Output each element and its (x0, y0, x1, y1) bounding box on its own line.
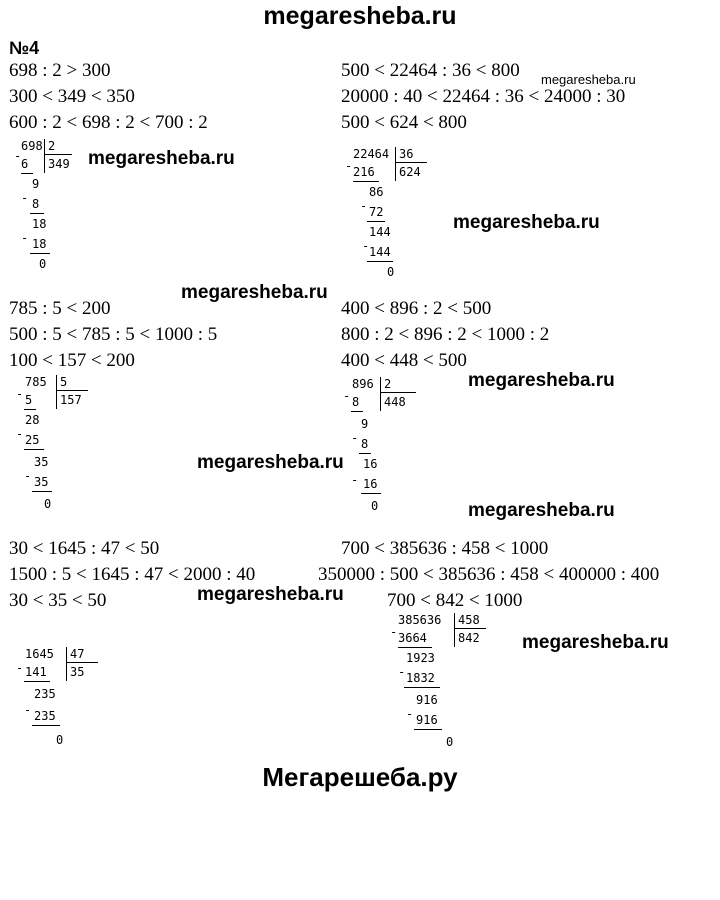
step-underline (367, 261, 393, 262)
dividend: 1645 (25, 647, 54, 661)
dividend: 785 (25, 375, 47, 389)
step: 0 (371, 499, 379, 513)
watermark: megaresheba.ru (197, 452, 344, 473)
step: 35 (34, 475, 49, 489)
problem-5-long-division (16, 646, 116, 756)
divisor: 5 (60, 375, 68, 389)
minus-sign: - (24, 703, 32, 717)
step: 0 (39, 257, 47, 271)
step-underline (30, 253, 50, 254)
quotient: 157 (60, 393, 82, 407)
dividend: 385636 (398, 613, 442, 627)
minus-sign: - (21, 231, 29, 245)
step-underline (359, 453, 371, 454)
step: 235 (34, 709, 56, 723)
quotient-bar (56, 390, 88, 391)
step: 35 (34, 455, 49, 469)
problem-4-line-2: 800 : 2 < 896 : 2 < 1000 : 2 (341, 324, 550, 345)
quotient: 35 (70, 665, 85, 679)
step: 9 (361, 417, 369, 431)
step: 3664 (398, 631, 427, 645)
task-number: №4 (9, 38, 40, 58)
step-underline (414, 729, 442, 730)
division-bar (454, 613, 455, 647)
quotient-bar (44, 154, 72, 155)
step: 86 (369, 185, 384, 199)
step-underline (30, 213, 44, 214)
quotient: 448 (384, 395, 406, 409)
problem-1-line-1: 698 : 2 > 300 (9, 60, 111, 81)
step: 1923 (406, 651, 435, 665)
minus-sign: - (21, 191, 29, 205)
step: 6 (21, 157, 29, 171)
step-underline (24, 409, 36, 410)
minus-sign: - (343, 389, 351, 403)
watermark: megaresheba.ru (181, 282, 328, 303)
division-bar (395, 147, 396, 181)
minus-sign: - (362, 239, 370, 253)
step: 141 (25, 665, 47, 679)
step-underline (398, 647, 432, 648)
step: 0 (446, 735, 454, 749)
minus-sign: - (16, 387, 24, 401)
problem-3-line-3: 100 < 157 < 200 (9, 350, 135, 371)
problem-3-line-1: 785 : 5 < 200 (9, 298, 111, 319)
minus-sign: - (406, 707, 414, 721)
site-header: megaresheba.ru (263, 2, 457, 30)
watermark: megaresheba.ru (541, 72, 636, 87)
watermark: megaresheba.ru (468, 500, 615, 521)
step: 1832 (406, 671, 435, 685)
minus-sign: - (390, 625, 398, 639)
step: 72 (369, 205, 384, 219)
problem-4-line-3: 400 < 448 < 500 (341, 350, 467, 371)
problem-1-line-2: 300 < 349 < 350 (9, 86, 135, 107)
step: 25 (25, 433, 40, 447)
division-bar (66, 647, 67, 681)
minus-sign: - (345, 159, 353, 173)
step: 16 (363, 477, 378, 491)
step: 916 (416, 693, 438, 707)
step: 18 (32, 237, 47, 251)
watermark: megaresheba.ru (197, 584, 344, 605)
problem-3-long-division (16, 374, 106, 516)
minus-sign: - (16, 427, 24, 441)
divisor: 2 (48, 139, 56, 153)
minus-sign: - (16, 661, 24, 675)
step-underline (21, 173, 33, 174)
quotient-bar (380, 392, 416, 393)
minus-sign: - (351, 431, 359, 445)
step-underline (32, 491, 52, 492)
step-underline (353, 181, 379, 182)
division-bar (44, 139, 45, 173)
problem-6-line-3: 700 < 842 < 1000 (387, 590, 523, 611)
problem-5-line-3: 30 < 35 < 50 (9, 590, 107, 611)
problem-3-line-2: 500 : 5 < 785 : 5 < 1000 : 5 (9, 324, 218, 345)
division-bar (56, 375, 57, 409)
watermark: megaresheba.ru (453, 212, 600, 233)
step: 16 (363, 457, 378, 471)
site-footer: Мегарешеба.ру (262, 762, 458, 792)
step: 144 (369, 245, 391, 259)
watermark: megaresheba.ru (468, 370, 615, 391)
step-underline (32, 725, 60, 726)
step: 216 (353, 165, 375, 179)
step: 0 (56, 733, 64, 747)
problem-6-line-1: 700 < 385636 : 458 < 1000 (341, 538, 549, 559)
step-underline (24, 449, 44, 450)
quotient: 349 (48, 157, 70, 171)
quotient-bar (66, 662, 98, 663)
problem-6-line-2: 350000 : 500 < 385636 : 458 < 400000 : 400 (318, 564, 660, 585)
quotient-bar (395, 162, 427, 163)
quotient: 842 (458, 631, 480, 645)
problem-2-line-3: 500 < 624 < 800 (341, 112, 467, 133)
minus-sign: - (351, 473, 359, 487)
minus-sign: - (14, 149, 22, 163)
problem-6-long-division (390, 612, 500, 752)
problem-5-line-1: 30 < 1645 : 47 < 50 (9, 538, 160, 559)
problem-2-line-1: 500 < 22464 : 36 < 800 (341, 60, 520, 81)
step-underline (404, 687, 440, 688)
watermark: megaresheba.ru (522, 632, 669, 653)
step: 8 (361, 437, 369, 451)
step: 28 (25, 413, 40, 427)
dividend: 22464 (353, 147, 390, 161)
minus-sign: - (360, 199, 368, 213)
step: 0 (387, 265, 395, 279)
step-underline (361, 493, 381, 494)
quotient-bar (454, 628, 486, 629)
step-underline (24, 681, 50, 682)
dividend: 896 (352, 377, 374, 391)
step: 9 (32, 177, 40, 191)
step: 144 (369, 225, 391, 239)
problem-1-long-division (14, 138, 94, 278)
division-bar (380, 377, 381, 411)
problem-1-line-3: 600 : 2 < 698 : 2 < 700 : 2 (9, 112, 208, 133)
problem-2-long-division (345, 146, 445, 286)
problem-5-line-2: 1500 : 5 < 1645 : 47 < 2000 : 40 (9, 564, 256, 585)
minus-sign: - (398, 665, 406, 679)
problem-2-line-2: 20000 : 40 < 22464 : 36 < 24000 : 30 (341, 86, 626, 107)
divisor: 47 (70, 647, 85, 661)
step: 235 (34, 687, 56, 701)
minus-sign: - (24, 469, 32, 483)
step: 916 (416, 713, 438, 727)
step: 18 (32, 217, 47, 231)
divisor: 458 (458, 613, 480, 627)
step: 8 (32, 197, 40, 211)
watermark: megaresheba.ru (88, 148, 235, 169)
quotient: 624 (399, 165, 421, 179)
problem-4-line-1: 400 < 896 : 2 < 500 (341, 298, 492, 319)
divisor: 2 (384, 377, 392, 391)
divisor: 36 (399, 147, 414, 161)
problem-4-long-division (343, 376, 433, 518)
step: 8 (352, 395, 360, 409)
step-underline (367, 221, 385, 222)
step: 0 (44, 497, 52, 511)
step-underline (351, 411, 363, 412)
step: 5 (25, 393, 33, 407)
dividend: 698 (21, 139, 43, 153)
